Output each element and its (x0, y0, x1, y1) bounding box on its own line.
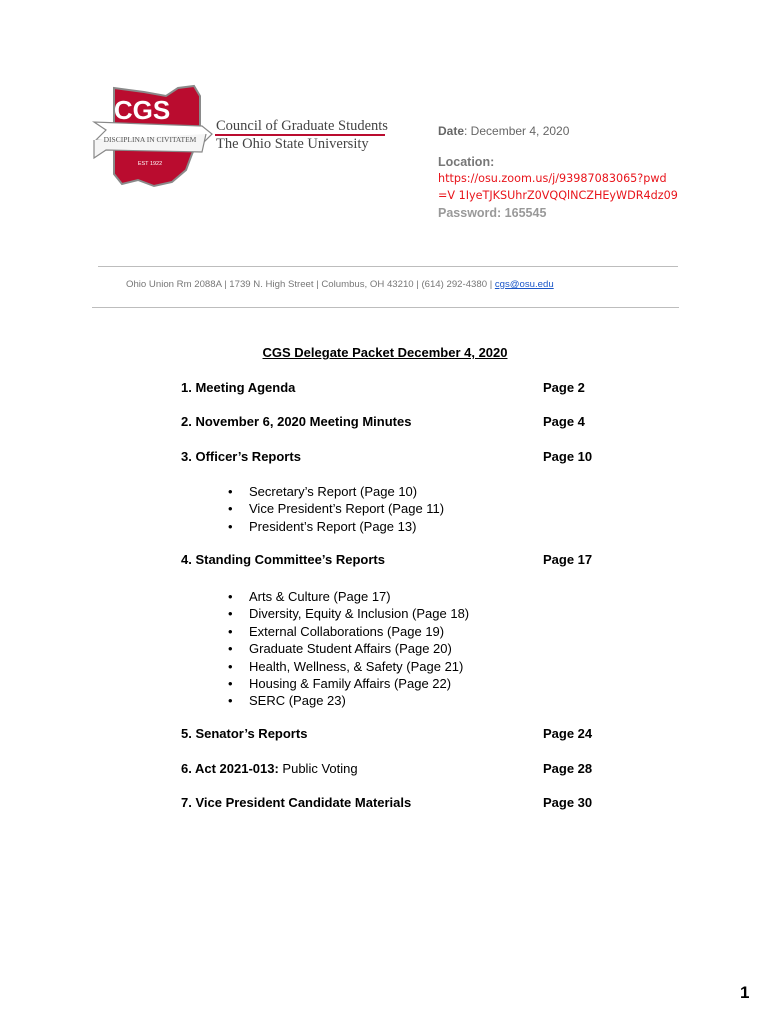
section-page: Page 10 (543, 449, 593, 464)
logo-org-name: Council of Graduate Students (216, 118, 388, 134)
meeting-password: Password: 165545 (438, 206, 547, 220)
section-page: Page 4 (543, 414, 585, 429)
act-description: Public Voting (278, 761, 358, 776)
email-link[interactable]: cgs@osu.edu (494, 279, 554, 290)
section-act (181, 761, 358, 776)
logo-est-text: EST 1922 (137, 161, 163, 167)
list-item: • Housing & Family Affairs (Page 22) (228, 675, 469, 692)
section-page: Page 2 (543, 380, 585, 395)
section-officers-reports: 3. Officer’s Reports (181, 449, 301, 464)
address-text: Ohio Union Rm 2088A | 1739 N. High Street | Columbus, OH 43210 | (614) 292-4380 | (126, 279, 495, 290)
list-item: • Graduate Student Affairs (Page 20) (228, 640, 469, 657)
section-page: Page 17 (543, 552, 593, 567)
location-label: Location: (438, 155, 495, 169)
location-url-line-2[interactable]: =V 1IyeTJKSUhrZ0VQQlNCZHEyWDR4dz09 (438, 189, 678, 202)
bottom-divider (92, 307, 679, 308)
list-item: • SERC (Page 23) (228, 692, 469, 709)
page-number: 1 (740, 983, 750, 1002)
list-item: • Arts & Culture (Page 17) (228, 588, 469, 605)
meeting-date (438, 124, 569, 138)
section-committee-reports: 4. Standing Committee’s Reports (181, 552, 385, 567)
location-url-line-1[interactable]: https://osu.zoom.us/j/93987083065?pwd (438, 172, 667, 185)
packet-title: CGS Delegate Packet December 4, 2020 (262, 345, 508, 360)
list-item: • Secretary’s Report (Page 10) (228, 483, 444, 500)
section-vp-candidate: 7. Vice President Candidate Materials (181, 795, 412, 810)
section-senators-reports: 5. Senator’s Reports (181, 726, 308, 741)
logo-ribbon-text: DISCIPLINA IN CIVITATEM (103, 135, 197, 144)
date-value: : December 4, 2020 (464, 124, 570, 138)
logo-badge-text: CGS (113, 95, 171, 125)
section-meeting-minutes: 2. November 6, 2020 Meeting Minutes (181, 414, 412, 429)
list-item: • Diversity, Equity & Inclusion (Page 18) (228, 605, 469, 622)
section-page: Page 28 (543, 761, 593, 776)
section-meeting-agenda: 1. Meeting Agenda (181, 380, 296, 395)
list-item: • Vice President’s Report (Page 11) (228, 500, 444, 517)
section-page: Page 30 (543, 795, 593, 810)
act-label: 6. Act 2021-013: (181, 761, 279, 776)
top-divider (98, 266, 678, 267)
committee-reports-list (228, 588, 469, 710)
logo-university: The Ohio State University (216, 136, 369, 152)
section-page: Page 24 (543, 726, 593, 741)
list-item: • External Collaborations (Page 19) (228, 623, 469, 640)
list-item: • Health, Wellness, & Safety (Page 21) (228, 658, 469, 675)
officers-reports-list (228, 483, 444, 535)
date-label: Date (438, 124, 465, 138)
address-line (126, 279, 554, 290)
list-item: • President’s Report (Page 13) (228, 518, 444, 535)
